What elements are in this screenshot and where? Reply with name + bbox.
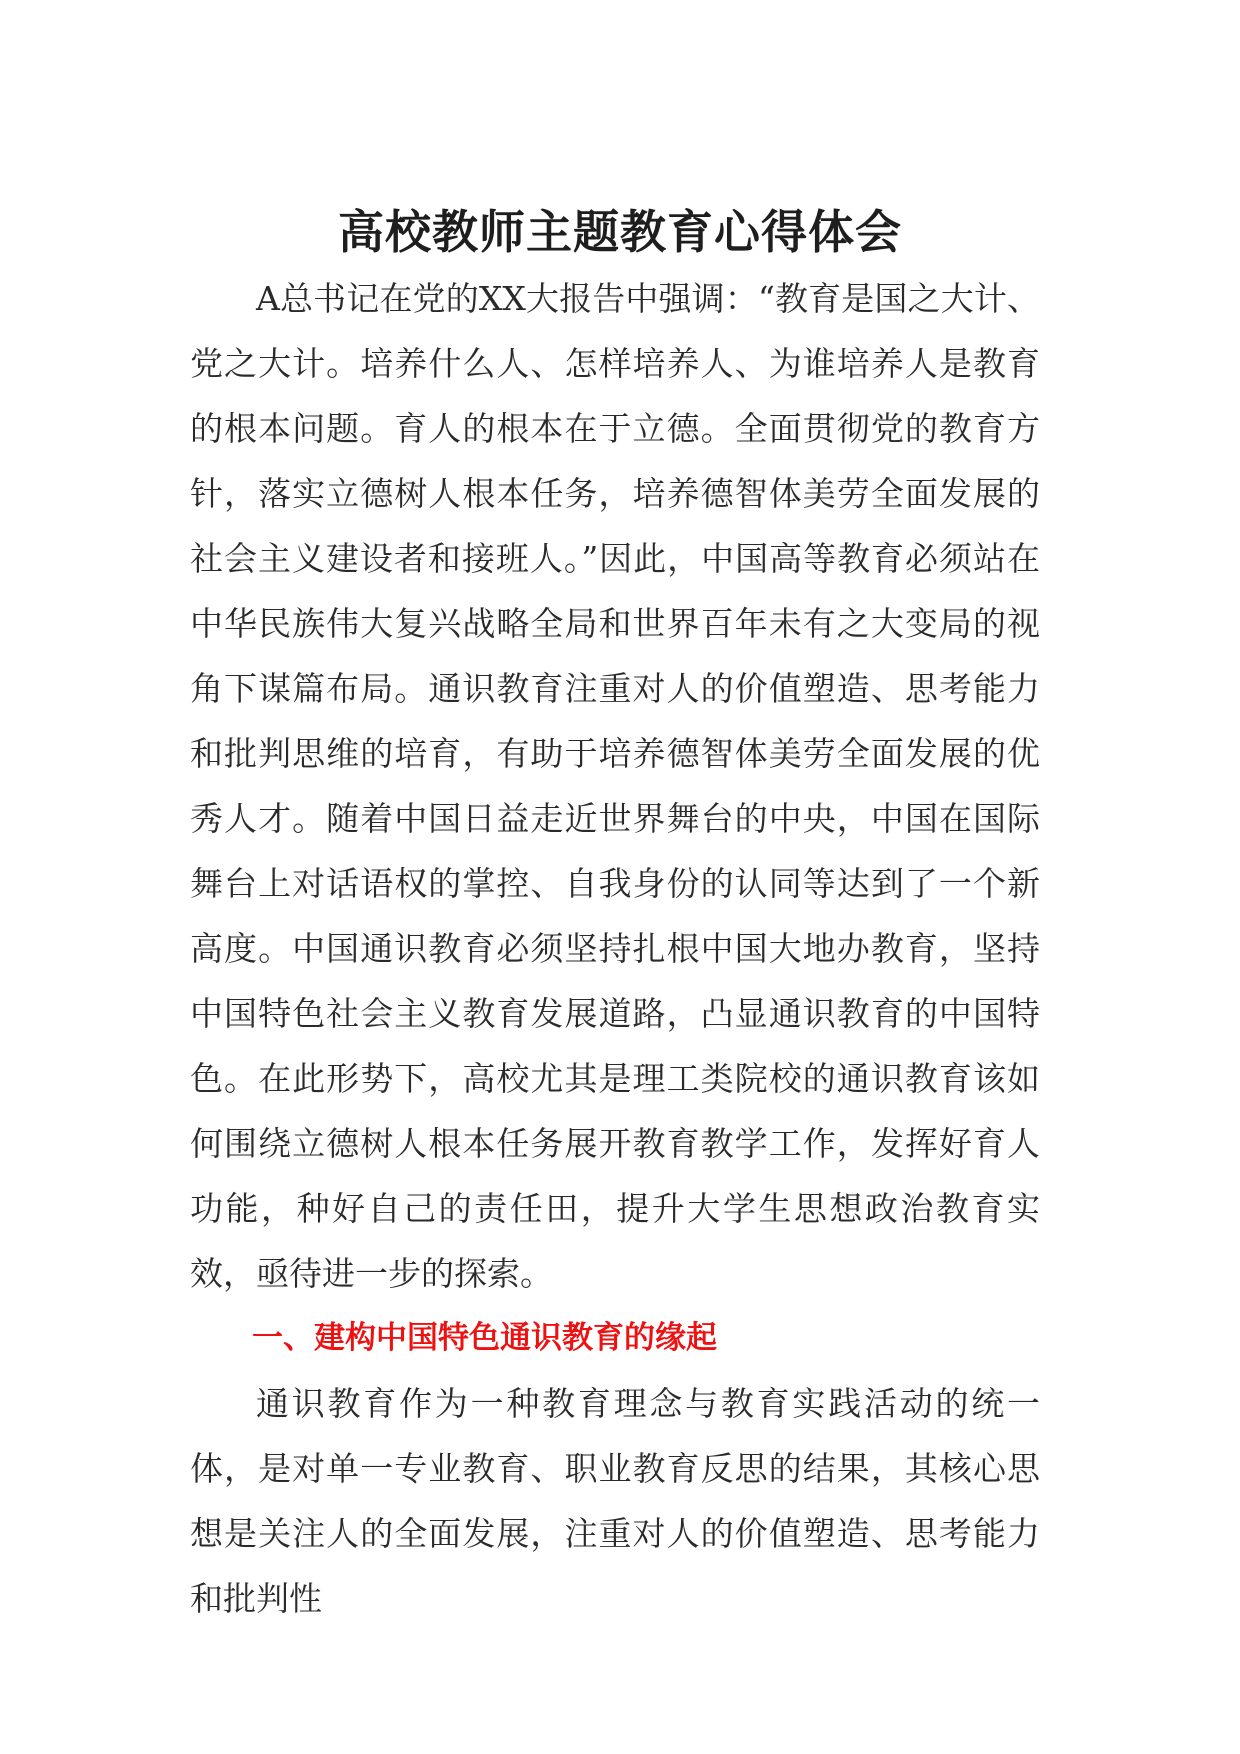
document-body xyxy=(190,266,1040,1631)
section-heading-1: 一、建构中国特色通识教育的缘起 xyxy=(252,1320,717,1356)
document-title: 高校教师主题教育心得体会 xyxy=(338,205,902,259)
paragraph-section-1: 通识教育作为一种教育理念与教育实践活动的统一体，是对单一专业教育、职业教育反思的结果，其核心思想是关注人的全面发展，注重对人的价值塑造、思考能力和批判性 xyxy=(190,1384,1040,1618)
paragraph-intro: A总书记在党的XX大报告中强调：“教育是国之大计、党之大计。培养什么人、怎样培养人、为谁培养人是教育的根本问题。育人的根本在于立德。全面贯彻党的教育方针，落实立德树人根本任务，培养德智体美劳全面发展的社会主义建设者和接班人。”因此，中国高等教育必须站在中华民族伟大复兴战略全局和世界百年未有之大变局的视角下谋篇布局。通识教育注重对人的价值塑造、思考能力和批判思维的培育，有助于培养德智体美劳全面发展的优秀人才。随着中国日益走近世界舞台的中央，中国在国际舞台上对话语权的掌控、自我身份的认同等达到了一个新高度。中国通识教育必须坚持扎根中国大地办教育，坚持中国特色社会主义教育发展道路，凸显通识教育的中国特色。在此形势下，高校尤其是理工类院校的通识教育该如何围绕立德树人根本任务展开教育教学工作，发挥好育人功能，种好自己的责任田，提升大学生思想政治教育实效，亟待进一步的探索。 xyxy=(190,279,1040,1293)
